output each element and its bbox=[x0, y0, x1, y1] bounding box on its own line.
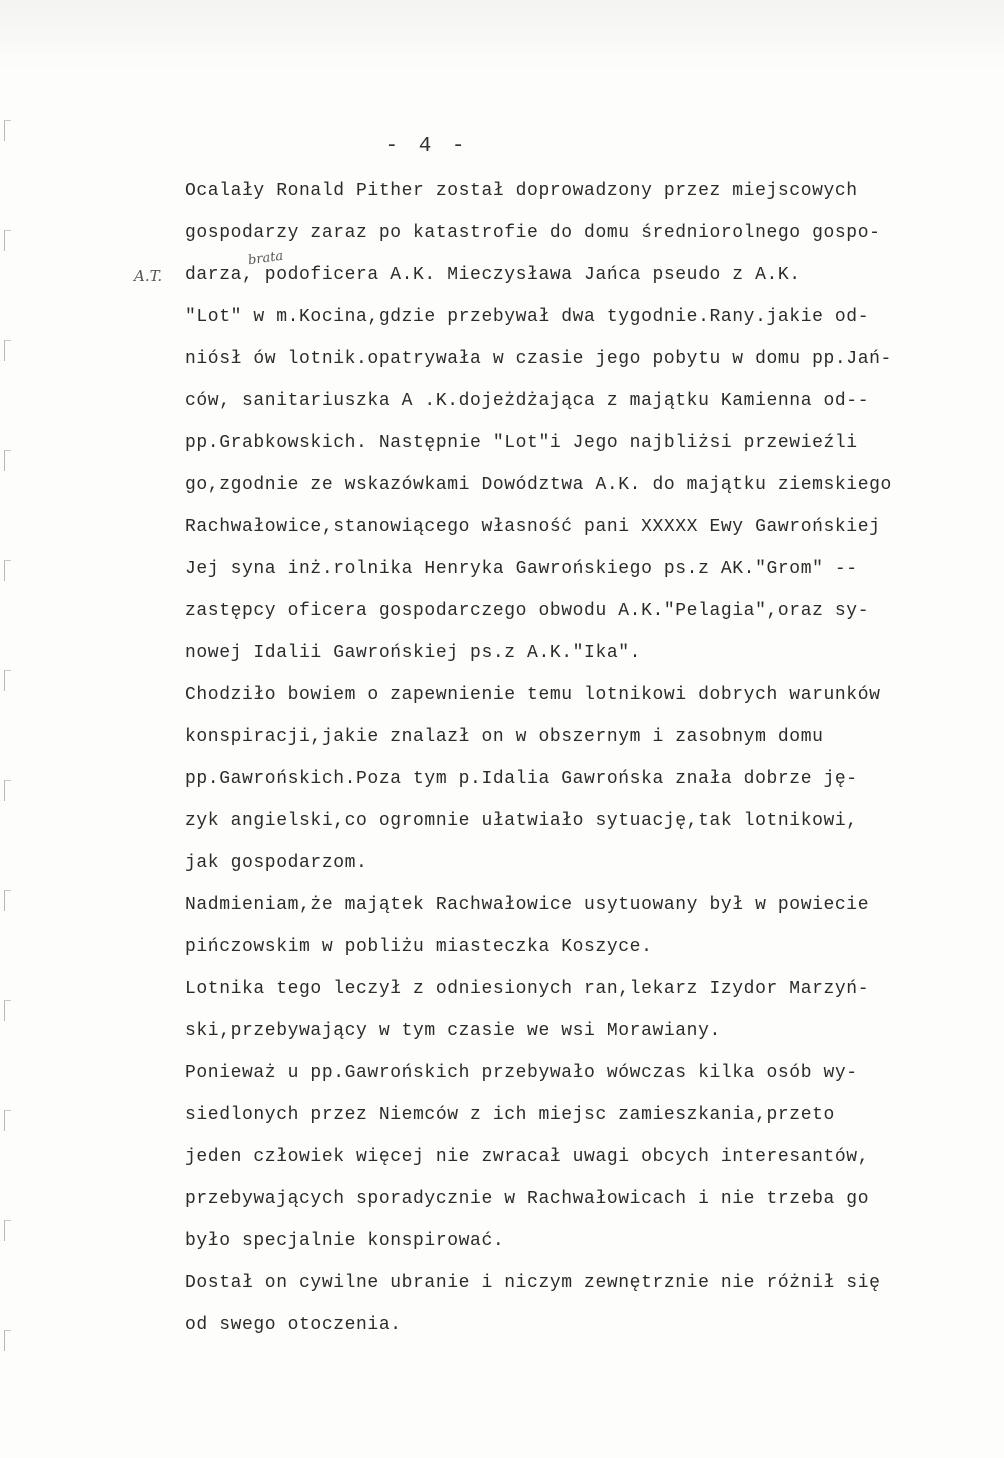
text-line: Nadmieniam,że majątek Rachwałowice usytuowany był w powiecie bbox=[185, 895, 870, 915]
text-line: Lotnika tego leczył z odniesionych ran,lekarz Izydor Marzyń- bbox=[185, 979, 870, 999]
body-text bbox=[185, 177, 985, 1353]
text-line: go,zgodnie ze wskazówkami Dowództwa A.K. do majątku ziemskiego bbox=[185, 475, 892, 495]
page-number: - 4 - bbox=[385, 135, 469, 158]
text-line: było specjalnie konspirować. bbox=[185, 1231, 505, 1251]
text-line: pp.Grabkowskich. Następnie "Lot"i Jego najbliżsi przewieźli bbox=[185, 433, 858, 453]
text-line: niósł ów lotnik.opatrywała w czasie jego pobytu w domu pp.Jań- bbox=[185, 349, 892, 369]
text-line: Ocalały Ronald Pither został doprowadzony przez miejscowych bbox=[185, 181, 858, 201]
text-line: pp.Gawrońskich.Poza tym p.Idalia Gawrońska znała dobrze ję- bbox=[185, 769, 858, 789]
text-line: od swego otoczenia. bbox=[185, 1315, 402, 1335]
text-line: Rachwałowice,stanowiącego własność pani XXXXX Ewy Gawrońskiej bbox=[185, 517, 881, 537]
text-line: nowej Idalii Gawrońskiej ps.z A.K."Ika". bbox=[185, 643, 642, 663]
text-line: konspiracji,jakie znalazł on w obszernym i zasobnym domu bbox=[185, 727, 824, 747]
text-line: ski,przebywający w tym czasie we wsi Morawiany. bbox=[185, 1021, 721, 1041]
text-line: przebywających sporadycznie w Rachwałowicach i nie trzeba go bbox=[185, 1189, 870, 1209]
text-line: Dostał on cywilne ubranie i niczym zewnętrznie nie różnił się bbox=[185, 1273, 881, 1293]
text-line: Jej syna inż.rolnika Henryka Gawrońskiego ps.z AK."Grom" -- bbox=[185, 559, 858, 579]
text-line: siedlonych przez Niemców z ich miejsc zamieszkania,przeto bbox=[185, 1105, 835, 1125]
text-line: ców, sanitariuszka A .K.dojeżdżająca z majątku Kamienna od-- bbox=[185, 391, 870, 411]
text-line: jeden człowiek więcej nie zwracał uwagi obcych interesantów, bbox=[185, 1147, 870, 1167]
text-line: zyk angielski,co ogromnie ułatwiało sytuację,tak lotnikowi, bbox=[185, 811, 858, 831]
text-line: pińczowskim w pobliżu miasteczka Koszyce. bbox=[185, 937, 653, 957]
text-line: gospodarzy zaraz po katastrofie do domu średniorolnego gospo- bbox=[185, 223, 881, 243]
margin-note: A.T. bbox=[134, 267, 163, 285]
text-line: Ponieważ u pp.Gawrońskich przebywało wówczas kilka osób wy- bbox=[185, 1063, 858, 1083]
text-line: darza, podoficera A.K. Mieczysława Jańca pseudo z A.K. bbox=[185, 265, 801, 285]
text-line: jak gospodarzom. bbox=[185, 853, 368, 873]
text-line: zastępcy oficera gospodarczego obwodu A.K."Pelagia",oraz sy- bbox=[185, 601, 870, 621]
text-line: Chodziło bowiem o zapewnienie temu lotnikowi dobrych warunków bbox=[185, 685, 881, 705]
binding-marks bbox=[0, 100, 14, 1440]
scan-edge bbox=[0, 0, 1004, 70]
handwritten-correction: brata bbox=[247, 248, 285, 269]
text-line: "Lot" w m.Kocina,gdzie przebywał dwa tygodnie.Rany.jakie od- bbox=[185, 307, 870, 327]
